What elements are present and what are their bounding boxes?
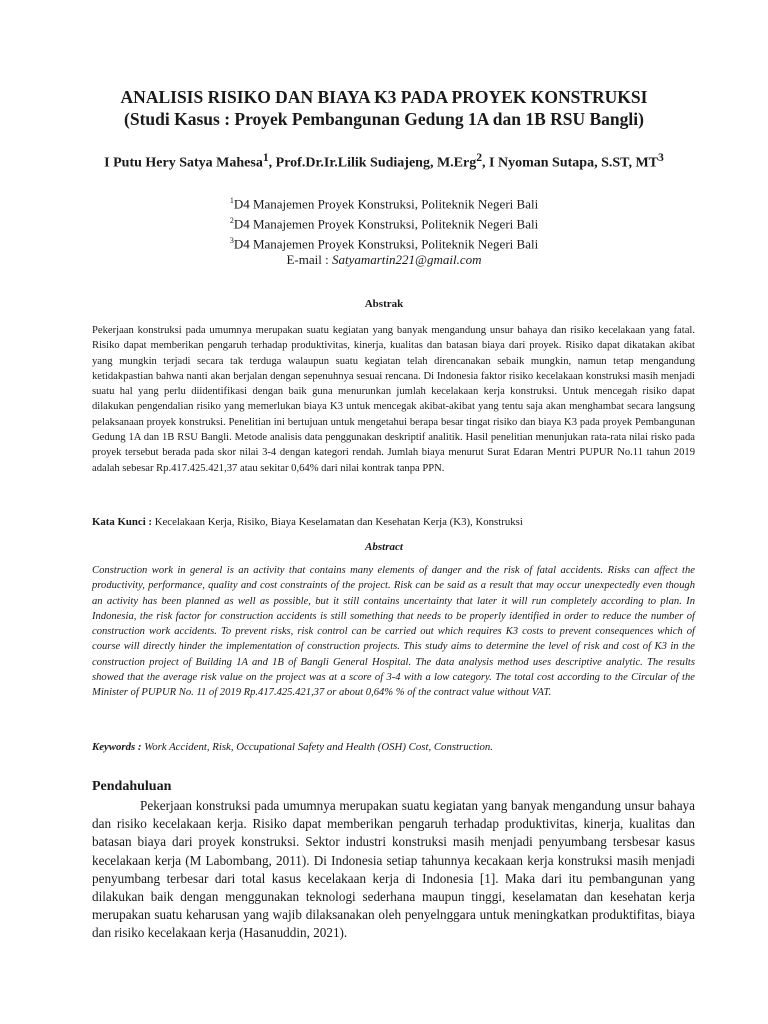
intro-paragraph: Pekerjaan konstruksi pada umumnya merupakan suatu kegiatan yang banyak mengandung unsur bahaya dan risiko kecelakaan kerja. Risiko dapat memberikan pengaruh terhadap produktivitas, kinerja, kualitas dan batasan biaya dari proyek konstruksi. Sektor industri konstruksi masih menjadi penyumbang tersbesar kasus kecelakaan kerja (M Labombang, 2011). Di Indonesia setiap tahunnya kecakaan kerja konstruksi masih menjadi penyumbang terbesar dari total kasus kecelakaan kerja di Indonesia [1]. Maka dari itu pembangunan yang dilakukan baik dengan menggunakan teknologi sederhana maupun tinggi, keselamatan dan kesehatan kerja merupakan suatu keharusan yang wajib dilaksanakan oleh penyelnggara untuk meningkatkan produktifitas, biaya dan risiko kecelakaan kerja (Hasanuddin, 2021). xyxy=(92,798,695,941)
author-1-sup: 1 xyxy=(262,151,269,164)
affiliation-2-text: D4 Manajemen Proyek Konstruksi, Politeknik Negeri Bali xyxy=(233,216,539,232)
affiliation-2-sup: 2 xyxy=(229,215,234,225)
paper-title xyxy=(60,86,708,130)
author-2: Prof.Dr.Ir.Lilik Sudiajeng, M.Erg xyxy=(275,155,477,171)
affiliation-1-sup: 1 xyxy=(229,196,234,205)
abstrak-text: Pekerjaan konstruksi pada umumnya merupakan suatu kegiatan yang banyak mengandung unsur bahaya dan risiko kecelakaan yang fatal. Risiko dapat memberikan pengaruh terhadap produktivitas, kinerja, kualitas dan batasan biaya dari proyek. Risiko dapat dikatakan akibat yang mungkin terjadi secara tak terduga walaupun suatu kegiatan telah direncanakan sebaik mungkin, namun tetap mengandung ketidakpastian bahwa nanti akan berjalan dengan sepenuhnya sesuai rencana. Di Indonesia faktor risiko kecelakaan konstruksi masih menjadi suatu hal yang perlu diidentifikasi dengan baik guna menurunkan jumlah kecelakaan kerja konstruksi. Untuk mencegah risiko dapat dilakukan pengendalian risiko yang memerlukan biaya K3 untuk mencegak akibat-akibat yang tentu saja akan menghambat secara langsung pelaksanaan proyek konstruksi. Penelitian ini bertujuan untuk mengetahui berapa besar tingat risiko dan biaya K3 pada proyek Pembangunan Gedung 1A dan 1B RSU Bangli. Metode analisis data penggunakan deskriptif analitik. Hasil penelitian menunjukan rata-rata nilai risko pada proyek tersebut berada pada skor nilai 3-4 dengan kategori rendah. Jumlah biaya menurut Surat Edaran Mentri PUPUR No.11 tahun 2019 adalah sebesar Rp.417.425.421,37 atau sekitar 0,64% dari nilai kontrak tanpa PPN. xyxy=(92,325,695,474)
abstract-heading: Abstract xyxy=(365,541,403,553)
intro-heading: Pendahuluan xyxy=(92,779,172,794)
kata-kunci xyxy=(92,515,695,529)
author-3: I Nyoman Sutapa, S.ST, MT xyxy=(489,155,658,171)
affiliation-3-text: D4 Manajemen Proyek Konstruksi, Politeknik Negeri Bali xyxy=(233,235,539,251)
kata-kunci-text: Kecelakaan Kerja, Risiko, Biaya Keselamatan dan Kesehatan Kerja (K3), Konstruksi xyxy=(154,516,523,528)
author-list: I Putu Hery Satya Mahesa$^1$, Prof.Dr.Ir.Lilik Sudiajeng, M.Erg$^2$, I Nyoman Sutapa, S.ST, $MT^3$ xyxy=(104,151,664,171)
affiliation-2 xyxy=(100,213,668,233)
email-address[interactable]: Satyamartin221@gmail.com xyxy=(331,252,482,268)
affiliation-3-sup: 3 xyxy=(229,235,234,245)
author-3-sup: 3 xyxy=(658,151,664,164)
email-line xyxy=(100,252,668,269)
abstract-text: Construction work in general is an activity that contains many elements of danger and the risk of fatal accidents. Risks can affect the productivity, performance, quality and cost constraints of the project. Risk can be said as a result that may occur unexpectedly even though an activity has been planned as well as possible, but it still contains uncertainty that later it will run completely according to plan. In Indonesia, the risk factor for construction accidents is still something that needs to be properly identified in order to reduce the number of construction work accidents. To prevent risks, risk control can be carried out which requires K3 costs to prevent consequences which of course will directly hinder the implementation of construction projects. This study aims to determine the level of risk and cost of K3 in the construction project of Building 1A and 1B of Bangli General Hospital. The data analysis method uses descriptive analytic. The results showed that the average risk value on the project was at a score of 3-4 with a low category. The total cost according to the Circular of the Minister of PUPUR No. 11 of 2019 Rp.417.425.421,37 or about 0,64% % of the contract value without VAT. xyxy=(92,565,695,699)
affiliation-1 xyxy=(100,193,668,213)
abstrak-heading: Abstrak xyxy=(364,298,404,310)
affiliation-3 xyxy=(100,233,668,253)
affiliation-1-text: D4 Manajemen Proyek Konstruksi, Politeknik Negeri Bali xyxy=(233,196,539,212)
keywords-label: Keywords : xyxy=(92,741,145,753)
affiliations xyxy=(100,193,668,269)
author-2-sup: 2 xyxy=(476,151,483,164)
title-line-2: (Studi Kasus : Proyek Pembangunan Gedung 1A dan 1B RSU Bangli) xyxy=(124,109,644,129)
email-label: E-mail : xyxy=(286,252,332,268)
author-1: I Putu Hery Satya Mahesa xyxy=(104,155,263,171)
keywords xyxy=(92,740,695,754)
title-line-1: ANALISIS RISIKO DAN BIAYA K3 PADA PROYEK KONSTRUKSI xyxy=(120,87,648,107)
kata-kunci-label: Kata Kunci : xyxy=(92,516,155,528)
keywords-text: Work Accident, Risk, Occupational Safety and Health (OSH) Cost, Construction. xyxy=(144,741,493,753)
